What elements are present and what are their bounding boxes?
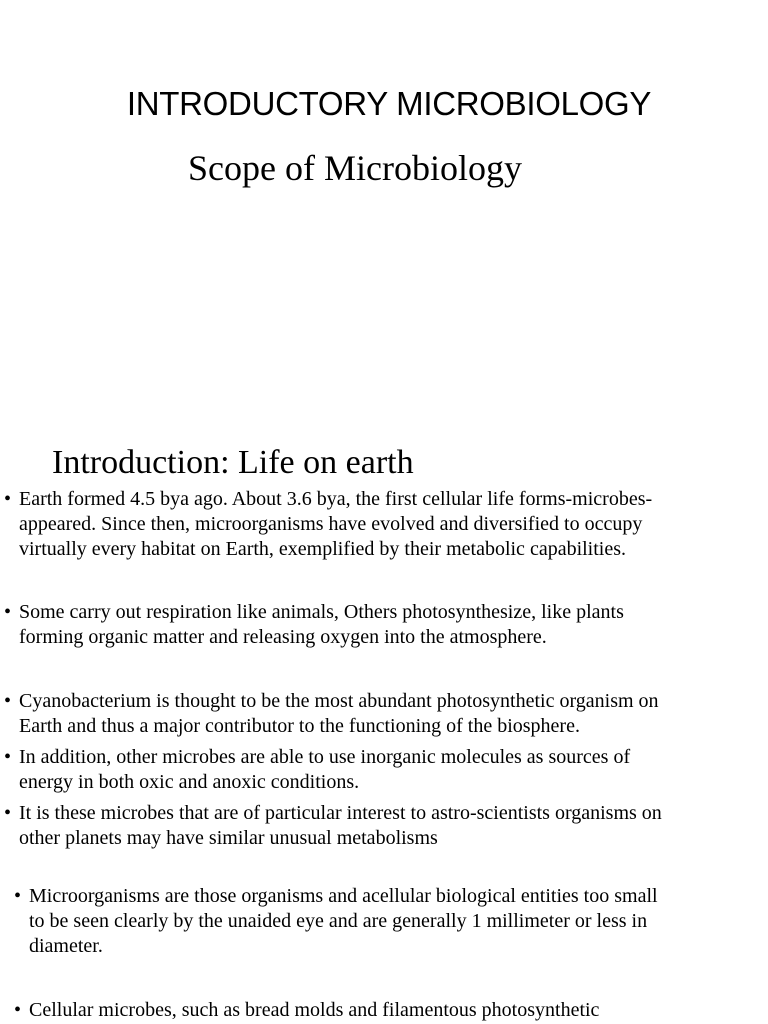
bullet-line: diameter.	[29, 935, 103, 957]
bullet-marker: •	[4, 690, 12, 712]
document-subtitle: Scope of Microbiology	[188, 148, 522, 188]
bullet-line: Earth and thus a major contributor to the functioning of the biosphere.	[19, 715, 580, 737]
bullet-marker: •	[14, 885, 22, 907]
bullet-line: Cyanobacterium is thought to be the most abundant photosynthetic organism on	[19, 690, 659, 712]
bullet-item-microorganisms-definition	[14, 884, 754, 959]
bullet-line: other planets may have similar unusual metabolisms	[19, 827, 438, 849]
bullet-item-astro-scientists	[4, 801, 744, 851]
bullet-line: energy in both oxic and anoxic conditions.	[19, 771, 360, 793]
bullet-line: forming organic matter and releasing oxygen into the atmosphere.	[19, 626, 547, 648]
bullet-line: appeared. Since then, microorganisms have evolved and diversified to occupy	[19, 513, 643, 535]
bullet-item-cyanobacterium	[4, 689, 744, 739]
section-heading: Introduction: Life on earth	[52, 444, 414, 481]
bullet-line: Some carry out respiration like animals, Others photosynthesize, like plants	[19, 601, 624, 623]
bullet-item-inorganic-molecules	[4, 745, 744, 795]
bullet-marker: •	[4, 601, 12, 623]
bullet-marker: •	[4, 746, 12, 768]
bullet-marker: •	[4, 802, 12, 824]
bullet-item-earth-formed	[4, 487, 744, 562]
bullet-line: to be seen clearly by the unaided eye and are generally 1 millimeter or less in	[29, 910, 648, 932]
bullet-marker: •	[4, 488, 12, 510]
bullet-line: Cellular microbes, such as bread molds and filamentous photosynthetic	[29, 999, 600, 1021]
document-title: INTRODUCTORY MICROBIOLOGY	[126, 85, 652, 122]
bullet-marker: •	[14, 999, 22, 1021]
bullet-line: In addition, other microbes are able to use inorganic molecules as sources of	[19, 746, 631, 768]
bullet-line: Microorganisms are those organisms and acellular biological entities too small	[29, 885, 658, 907]
bullet-line: virtually every habitat on Earth, exemplified by their metabolic capabilities.	[19, 538, 627, 560]
bullet-line: It is these microbes that are of particular interest to astro-scientists organisms on	[19, 802, 662, 824]
bullet-item-cellular-microbes	[14, 998, 754, 1023]
bullet-line: Earth formed 4.5 bya ago. About 3.6 bya, the first cellular life forms-microbes-	[19, 488, 653, 510]
bullet-item-respiration	[4, 600, 744, 650]
